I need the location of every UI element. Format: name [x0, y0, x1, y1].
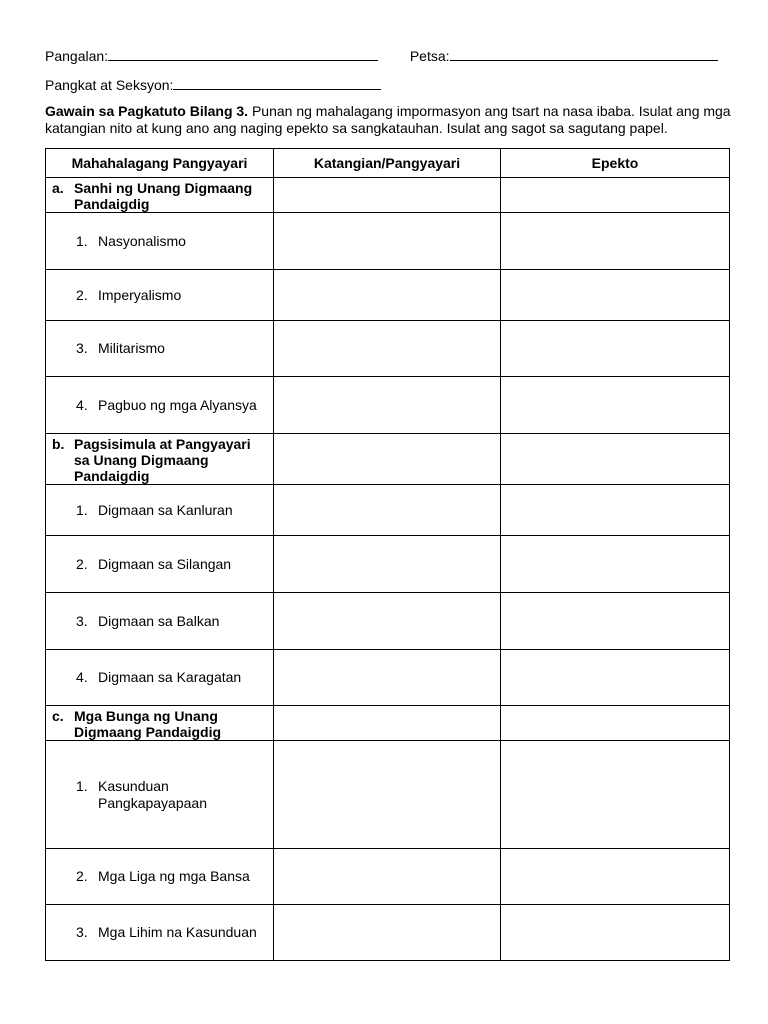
section-letter: a.	[52, 180, 64, 196]
section-label-cell	[46, 706, 274, 741]
section-line	[45, 75, 381, 93]
item-text: Nasyonalismo	[98, 232, 186, 249]
table-row	[46, 485, 730, 536]
item-number: 4.	[76, 669, 88, 685]
name-field[interactable]	[108, 46, 378, 61]
table-row	[46, 536, 730, 593]
section-row	[46, 706, 730, 741]
item-number: 1.	[76, 232, 88, 249]
section-letter: c.	[52, 708, 64, 724]
column-header: Mahahalagang Pangyayari	[46, 149, 274, 178]
item-number: 2.	[76, 868, 88, 884]
section-letter: b.	[52, 436, 65, 452]
answer-cell[interactable]	[274, 650, 501, 706]
item-label-cell	[46, 741, 274, 849]
item-number: 3.	[76, 924, 88, 940]
item-text: Pagbuo ng mga Alyansya	[98, 396, 257, 413]
section-label-cell	[46, 434, 274, 485]
name-date-line	[45, 46, 718, 64]
item-text: Imperyalismo	[98, 286, 182, 303]
answer-cell[interactable]	[501, 593, 730, 650]
answer-cell[interactable]	[501, 213, 730, 270]
item-text: Mga Liga ng mga Bansa	[98, 868, 250, 884]
instructions	[45, 103, 735, 137]
answer-cell[interactable]	[274, 434, 501, 485]
answer-cell[interactable]	[274, 905, 501, 961]
answer-cell[interactable]	[501, 536, 730, 593]
item-label-cell	[46, 321, 274, 377]
table-row	[46, 270, 730, 321]
answer-cell[interactable]	[274, 270, 501, 321]
item-number: 1.	[76, 501, 88, 518]
column-header: Epekto	[501, 149, 730, 178]
answer-cell[interactable]	[274, 213, 501, 270]
column-header: Katangian/Pangyayari	[274, 149, 501, 178]
table-row	[46, 741, 730, 849]
activity-table	[45, 148, 730, 961]
activity-title: Gawain sa Pagkatuto Bilang 3.	[45, 103, 249, 119]
answer-cell[interactable]	[274, 706, 501, 741]
answer-cell[interactable]	[501, 741, 730, 849]
answer-cell[interactable]	[274, 593, 501, 650]
item-label-cell	[46, 650, 274, 706]
answer-cell[interactable]	[274, 377, 501, 434]
table-row	[46, 377, 730, 434]
date-field[interactable]	[450, 46, 718, 61]
instructions-text: Punan ng mahalagang impormasyon ang tsart na nasa ibaba. Isulat ang mga katangian nito at kung ano ang naging epekto sa sangkatauhan. Isulat ang sagot sa sagutang papel.	[45, 103, 731, 136]
item-text: Digmaan sa Karagatan	[98, 669, 242, 685]
table-header-row	[46, 149, 730, 178]
item-number: 2.	[76, 286, 88, 303]
section-label: Pangkat at Seksyon:	[45, 77, 174, 93]
item-number: 3.	[76, 340, 88, 356]
item-label-cell	[46, 377, 274, 434]
answer-cell[interactable]	[501, 377, 730, 434]
answer-cell[interactable]	[501, 178, 730, 213]
table-row	[46, 650, 730, 706]
item-label-cell	[46, 485, 274, 536]
answer-cell[interactable]	[501, 485, 730, 536]
section-title: Pagsisimula at Pangyayari sa Unang Digmaang Pandaigdig	[74, 436, 251, 484]
item-label-cell	[46, 849, 274, 905]
table-row	[46, 593, 730, 650]
table-row	[46, 849, 730, 905]
item-label-cell	[46, 905, 274, 961]
table-row	[46, 905, 730, 961]
answer-cell[interactable]	[501, 434, 730, 485]
answer-cell[interactable]	[274, 178, 501, 213]
item-text: Digmaan sa Kanluran	[98, 501, 233, 518]
section-label-cell	[46, 178, 274, 213]
answer-cell[interactable]	[274, 321, 501, 377]
answer-cell[interactable]	[274, 741, 501, 849]
answer-cell[interactable]	[501, 706, 730, 741]
section-field[interactable]	[173, 75, 381, 90]
table-row	[46, 213, 730, 270]
answer-cell[interactable]	[501, 905, 730, 961]
answer-cell[interactable]	[501, 321, 730, 377]
section-row	[46, 434, 730, 485]
item-label-cell	[46, 270, 274, 321]
answer-cell[interactable]	[274, 536, 501, 593]
item-text: Digmaan sa Balkan	[98, 612, 220, 629]
section-title: Sanhi ng Unang Digmaang Pandaigdig	[74, 180, 253, 212]
item-text: Militarismo	[98, 340, 165, 356]
item-number: 3.	[76, 612, 88, 629]
item-text: Digmaan sa Silangan	[98, 555, 232, 572]
item-number: 2.	[76, 555, 88, 572]
section-title: Mga Bunga ng Unang Digmaang Pandaigdig	[74, 708, 222, 740]
item-label-cell	[46, 213, 274, 270]
item-number: 1.	[76, 777, 88, 794]
item-number: 4.	[76, 396, 88, 413]
section-row	[46, 178, 730, 213]
table-row	[46, 321, 730, 377]
answer-cell[interactable]	[501, 270, 730, 321]
item-label-cell	[46, 593, 274, 650]
answer-cell[interactable]	[501, 650, 730, 706]
item-label-cell	[46, 536, 274, 593]
date-label: Petsa:	[409, 48, 450, 64]
answer-cell[interactable]	[274, 485, 501, 536]
item-text: Kasunduan Pangkapayapaan	[98, 777, 207, 811]
answer-cell[interactable]	[274, 849, 501, 905]
name-label: Pangalan:	[45, 48, 109, 64]
answer-cell[interactable]	[501, 849, 730, 905]
item-text: Mga Lihim na Kasunduan	[98, 924, 257, 940]
